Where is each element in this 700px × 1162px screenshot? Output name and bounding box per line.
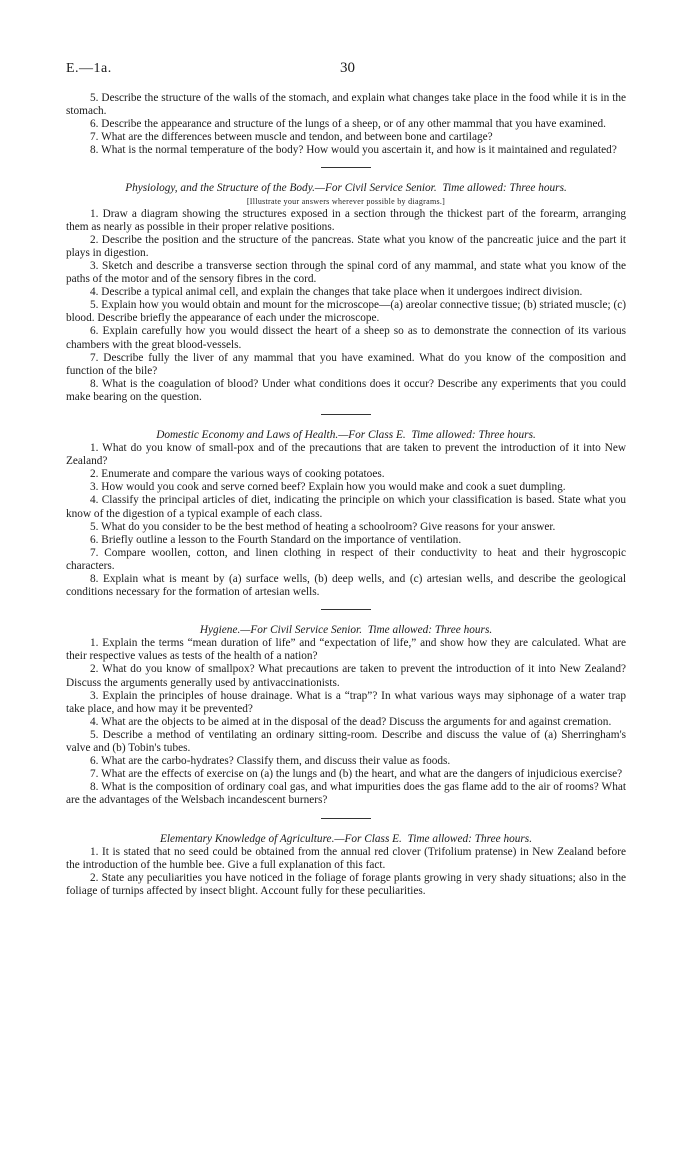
section-note: [Illustrate your answers wherever possible by diagrams.] — [246, 196, 446, 206]
section-time: Time allowed: Three hours. — [411, 428, 536, 441]
question: 7. What are the effects of exercise on (a) the lungs and (b) the heart, and what are the dangers of injudicious exercise? — [90, 768, 623, 781]
question: 2. State any peculiarities you have noticed in the foliage of forage plants growing in very shady situations; also in the foliage of turnips affected by insect blight. Account fully for these peculiarities. — [66, 871, 626, 897]
section-title — [66, 833, 626, 846]
section-time: Time allowed: Three hours. — [407, 832, 533, 845]
question: 8. What is the coagulation of blood? Under what conditions does it occur? Describe any experiments that you could make bearing on the question. — [66, 377, 626, 403]
question: 5. What do you consider to be the best method of heating a schoolroom? Give reasons for your answer. — [90, 520, 556, 533]
section-physiology — [66, 182, 626, 404]
question: 6. What are the carbo-hydrates? Classify them, and discuss their value as foods. — [90, 755, 451, 768]
section-title — [66, 429, 626, 442]
question: 8. Explain what is meant by (a) surface wells, (b) deep wells, and (c) artesian wells, and describe the geological conditions necessary for the formation of artesian wells. — [66, 573, 626, 599]
section-audience: —For Civil Service Senior. — [240, 624, 363, 637]
continued-questions — [66, 92, 626, 157]
question: 2. Describe the position and the structure of the pancreas. State what you know of the pancreatic juice and the part it plays in digestion. — [66, 233, 626, 259]
report-code: E.—1a. — [66, 61, 112, 76]
section-divider — [321, 609, 371, 610]
question: 3. How would you cook and serve corned beef? Explain how you would make and cook a suet dumpling. — [90, 481, 566, 494]
question: 1. Draw a diagram showing the structures exposed in a section through the thickest part of the forearm, arranging them as nearly as possible in their proper relative positions. — [66, 207, 626, 233]
question: 3. Explain the principles of house drainage. What is a “trap”? In what various ways may siphonage of a water trap take place, and how may it be prevented? — [66, 689, 626, 715]
question: 4. What are the objects to be aimed at in the disposal of the dead? Discuss the arguments for and against cremation. — [90, 715, 612, 728]
section-time: Time allowed: Three hours. — [442, 182, 567, 195]
section-hygiene — [66, 624, 626, 807]
section-audience: —For Class E. — [338, 428, 406, 441]
question: 7. What are the differences between muscle and tendon, and between bone and cartilage? — [90, 131, 493, 144]
question: 1. What do you know of small-pox and of the precautions that are taken to prevent the introduction of it into New Zealand? — [66, 442, 626, 468]
question: 5. Explain how you would obtain and mount for the microscope—(a) areolar connective tissue; (b) striated muscle; (c) blood. Describe briefly the appearance of each under the microscope. — [66, 299, 626, 325]
section-audience: —For Class E. — [334, 832, 402, 845]
question: 8. What is the composition of ordinary coal gas, and what impurities does the gas flame add to the air of rooms? What are the advantages of the Welsbach incandescent burners? — [66, 781, 626, 807]
section-subject: Physiology, and the Structure of the Body. — [125, 182, 315, 195]
question: 6. Explain carefully how you would dissect the heart of a sheep so as to demonstrate the connection of its various chambers with the great blood-vessels. — [66, 325, 626, 351]
section-subject: Domestic Economy and Laws of Health. — [156, 428, 339, 441]
page-number: 30 — [340, 60, 355, 76]
question: 7. Compare woollen, cotton, and linen clothing in respect of their conductivity to heat and their hygroscopic characters. — [66, 546, 626, 572]
question: 6. Describe the appearance and structure of the lungs of a sheep, or of any other mammal that you have examined. — [90, 118, 607, 131]
section-divider — [321, 167, 371, 168]
question: 7. Describe fully the liver of any mammal that you have examined. What do you know of the composition and function of the bile? — [66, 351, 626, 377]
section-time: Time allowed: Three hours. — [367, 624, 493, 637]
section-divider — [321, 818, 371, 819]
section-subject: Hygiene. — [199, 624, 241, 637]
section-title — [66, 624, 626, 637]
question: 3. Sketch and describe a transverse section through the spinal cord of any mammal, and state what you know of the paths of the motor and of the sensory fibres in the cord. — [66, 259, 626, 286]
section-audience: —For Civil Service Senior. — [314, 182, 437, 195]
section-divider — [321, 414, 371, 415]
question: 2. What do you know of smallpox? What precautions are taken to prevent the introduction of it into New Zealand? Discuss the arguments generally used by antivaccinationists. — [66, 663, 626, 689]
question: 5. Describe the structure of the walls of the stomach, and explain what changes take place in the food while it is in the stomach. — [66, 92, 626, 118]
section-domestic-economy — [66, 429, 626, 599]
question: 4. Describe a typical animal cell, and explain the changes that take place when it undergoes indirect division. — [90, 286, 583, 299]
question: 6. Briefly outline a lesson to the Fourth Standard on the importance of ventilation. — [90, 533, 462, 546]
question: 2. Enumerate and compare the various ways of cooking potatoes. — [90, 468, 385, 481]
question: 8. What is the normal temperature of the body? How would you ascertain it, and how is it maintained and regulated? — [90, 144, 617, 157]
question: 1. It is stated that no seed could be obtained from the annual red clover (Trifolium pratense) in New Zealand before the introduction of the humble bee. Give a full explanation of this fact. — [66, 845, 626, 871]
section-subject: Elementary Knowledge of Agriculture. — [159, 832, 335, 845]
question: 1. Explain the terms “mean duration of life” and “expectation of life,” and show how they are calculated. What are their respective values as tests of the health of a nation? — [66, 637, 626, 663]
page-content — [66, 92, 626, 898]
question: 4. Classify the principal articles of diet, indicating the principle on which your classification is based. State what you know of the digestion of a typical example of each class. — [66, 494, 626, 520]
section-title — [66, 182, 626, 195]
page-header — [66, 62, 626, 78]
question: 5. Describe a method of ventilating an ordinary sitting-room. Describe and discuss the value of (a) Sherringham's valve and (b) Tobin's tubes. — [66, 728, 626, 755]
section-agriculture — [66, 833, 626, 898]
